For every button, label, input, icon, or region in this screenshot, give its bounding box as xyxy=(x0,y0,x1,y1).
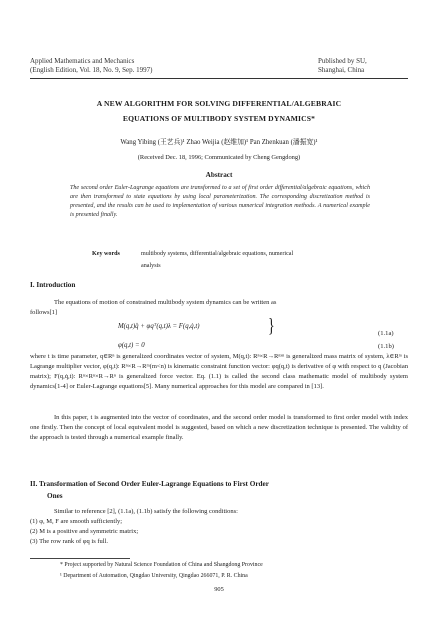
condition-1: (1) φ, M, F are smooth sufficiently; xyxy=(30,518,123,525)
header-rule xyxy=(30,78,408,79)
intro-p2-text: where t is time parameter, q∈Rⁿ is generalized coordinates vector of system, M(q,t): Rⁿ×R→Rⁿˣⁿ is generalized mass matrix of system, λ∈Rᵐ is Lagrange multiplier vector, φ(q,t): Rⁿ×R→Rᵐ(m<n) is kinematic constraint function vector: φq(q,t) is derivative of φ with respect to q (Jacobian matrix); F(q,q̇,t): Rⁿ×Rⁿ×R→Rⁿ is generalized force vector. Eq. (1.1) is called the second class mathematic model of multibody system dynamics[1-4] or Euler-Lagrange equations[5]. Many numerical approaches for this model are compared in [13]. xyxy=(30,353,408,390)
journal-issue: (English Edition, Vol. 18, No. 9, Sep. 1997) xyxy=(30,66,153,74)
paper-title-line2: EQUATIONS OF MULTIBODY SYSTEM DYNAMICS* xyxy=(122,114,316,123)
equation-brace: } xyxy=(268,316,275,338)
intro-paragraph-1 xyxy=(30,298,408,318)
received-date: (Received Dec. 18, 1996; Communicated by Cheng Gengdong) xyxy=(137,154,301,161)
paper-title-line1: A NEW ALGORITHM FOR SOLVING DIFFERENTIAL/ALGEBRAIC xyxy=(96,99,342,108)
publisher: Published by SU, xyxy=(318,57,367,65)
footnote-affiliation: ¹ Department of Automation, Qingdao University, Qingdao 266071, P. R. China xyxy=(60,573,248,579)
equation-1-1a: M(q,t)q̈ + φqᵀ(q,t)λ = F(q,q̇,t) xyxy=(118,323,200,330)
intro-p3-text: In this paper, t is augmented into the vector of coordinates, and the second order model is transformed to first order model with index one firstly. Then the concept of local equivalent model is suggested, based on which a new discretization technique is presented. The validity of the approach is tested through a numerical example finally. xyxy=(30,414,408,441)
publisher-location: Shanghai, China xyxy=(318,66,365,74)
abstract-heading: Abstract xyxy=(205,171,233,179)
intro-p1-line2: follows[1] xyxy=(30,309,58,316)
page-number: 905 xyxy=(214,586,224,593)
equation-number-1-1b: (1.1b) xyxy=(378,343,394,350)
journal-name: Applied Mathematics and Mechanics xyxy=(30,57,135,65)
abstract-body: The second order Euler-Lagrange equations are transformed to a set of first order differential/algebraic equations, which are then transformed to state equations by using local parameterization. The corresponding discretization method is presented, and the results can be used to implementation of various numerical integration methods. A numerical example is presented finally. xyxy=(70,185,370,218)
intro-p1-line1: The equations of motion of constrained multibody system dynamics can be written as xyxy=(54,299,277,306)
authors: Wang Yibing (王艺兵)¹ Zhao Weijia (赵维加)¹ Pan Zhenkuan (潘振宽)¹ xyxy=(120,139,318,146)
intro-paragraph-2 xyxy=(30,352,408,392)
footnote-rule xyxy=(30,558,130,559)
section-heading-transformation-line2: Ones xyxy=(47,492,63,500)
intro-paragraph-3 xyxy=(30,413,408,443)
footnote-funding: * Project supported by Natural Science Foundation of China and Shangdong Province xyxy=(60,562,263,568)
section2-intro: Similar to reference [2], (1.1a), (1.1b) satisfy the following conditions: xyxy=(54,508,238,515)
section-heading-transformation: II. Transformation of Second Order Euler-Lagrange Equations to First Order xyxy=(30,480,269,488)
condition-2: (2) M is a positive and symmetric matrix; xyxy=(30,528,139,535)
keywords-line1: multibody systems, differential/algebraic equations, numerical xyxy=(141,251,294,257)
keywords-line2: analysis xyxy=(141,263,161,269)
condition-3: (3) The row rank of φq is full. xyxy=(30,538,109,545)
keywords-label: Key words xyxy=(92,251,120,257)
section-heading-introduction: I. Introduction xyxy=(30,281,76,289)
section2-body xyxy=(30,507,408,547)
equation-number-1-1a: (1.1a) xyxy=(378,330,394,337)
equation-1-1b: φ(q,t) = 0 xyxy=(118,342,145,349)
